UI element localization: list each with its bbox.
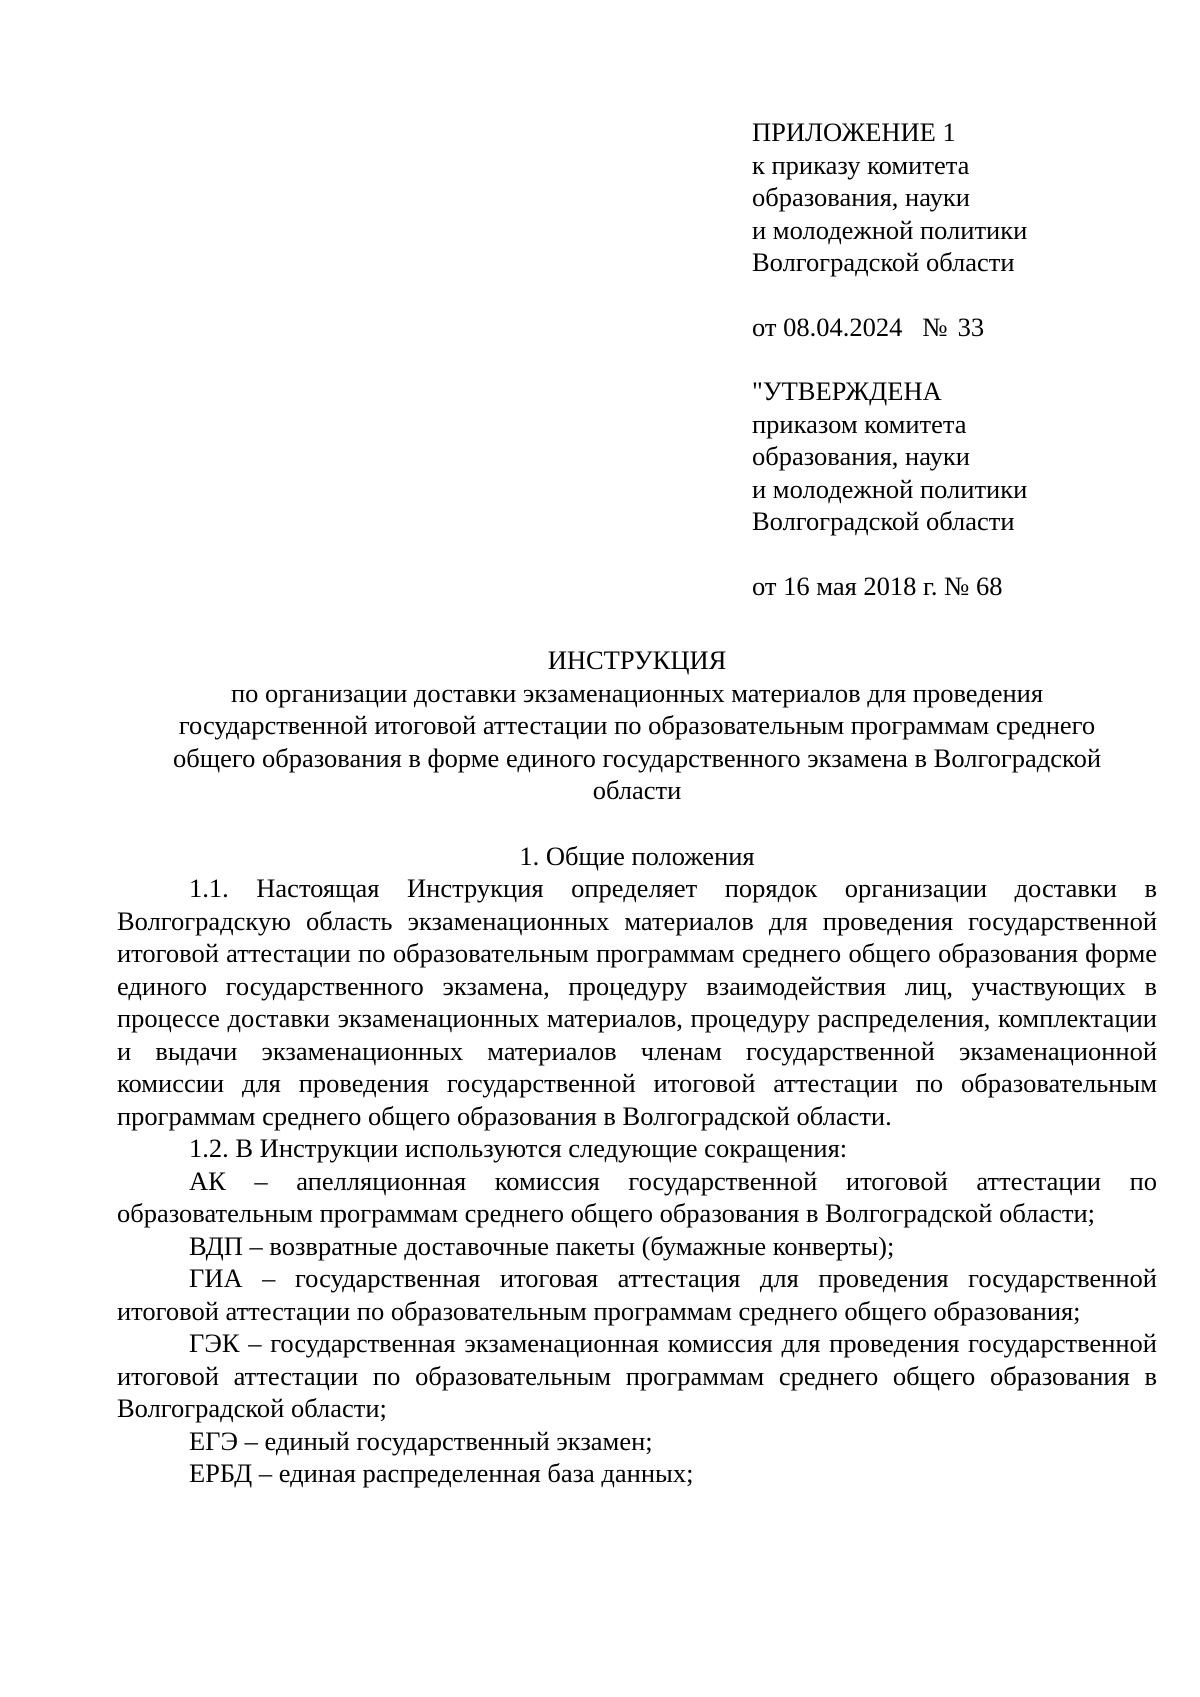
- spacer: [752, 343, 1172, 375]
- paragraph-1-1: 1.1. Настоящая Инструкция определяет порядок организации доставки в Волгоградскую область экзаменационных материалов для проведения государственной итоговой аттестации по образовательным программам среднего общего образования форме единого государственного экзамена, процедуру взаимодействия лиц, участвующих в процессе доставки экзаменационных материалов, процедуру распределения, комплектации и выдачи экзаменационных материалов членам государственной экзаменационной комиссии для проведения государственной итоговой аттестации по образовательным программам среднего общего образования в Волгоградской области.: [117, 873, 1157, 1131]
- abbreviation-erbd: ЕРБД – единая распределенная база данных;: [189, 1458, 694, 1488]
- spacer: [752, 279, 1172, 311]
- appendix-line-2: образования, науки: [752, 182, 970, 212]
- section-title: 1. Общие положения: [519, 840, 755, 871]
- abbreviation-gek: ГЭК – государственная экзаменационная комиссия для проведения государственной итоговой аттестации по образовательным программам среднего общего образования в Волгоградской области;: [117, 1328, 1157, 1423]
- appendix-number: 33: [957, 311, 985, 342]
- appendix-line-1: к приказу комитета: [752, 149, 970, 180]
- appendix-line-3: и молодежной политики: [752, 214, 1028, 245]
- abbreviation-gia: ГИА – государственная итоговая аттестация для проведения государственной итоговой аттестации по образовательным программам среднего общего образования;: [117, 1263, 1157, 1326]
- document-subtitle-line-2: государственной итоговой аттестации по образовательным программам среднего: [178, 710, 1096, 740]
- approved-line-1: приказом комитета: [752, 408, 967, 439]
- paragraph-1-2: 1.2. В Инструкции используются следующие сокращения:: [189, 1133, 848, 1163]
- appendix-line-4: Волгоградской области: [752, 247, 1015, 277]
- abbreviation-vdp: ВДП – возвратные доставочные пакеты (бумажные конверты);: [189, 1230, 895, 1261]
- appendix-number-sign: №: [922, 311, 948, 342]
- appendix-date: от 08.04.2024: [752, 311, 903, 342]
- appendix-header: [752, 116, 1172, 602]
- appendix-title: ПРИЛОЖЕНИЕ 1: [752, 117, 956, 147]
- document-subtitle-line-4: области: [592, 775, 682, 805]
- appendix-date-line: [752, 311, 1172, 344]
- approved-line-2: образования, науки: [752, 441, 970, 471]
- spacer: [752, 538, 1172, 570]
- document-subtitle-line-3: общего образования в форме единого государственного экзамена в Волгоградской: [172, 742, 1102, 773]
- document-title: ИНСТРУКЦИЯ: [547, 645, 727, 675]
- document-subtitle-line-1: по организации доставки экзаменационных материалов для проведения: [230, 677, 1044, 708]
- approved-date: от 16 мая 2018 г. № 68: [752, 570, 1003, 601]
- document-body: [117, 644, 1157, 1490]
- approved-line-3: и молодежной политики: [752, 473, 1028, 504]
- abbreviation-ege: ЕГЭ – единый государственный экзамен;: [189, 1425, 653, 1456]
- document-title-block: [117, 644, 1157, 807]
- approved-line-4: Волгоградской области: [752, 506, 1015, 536]
- approved-title: "УТВЕРЖДЕНА: [752, 376, 942, 406]
- abbreviation-ak: АК – апелляционная комиссия государственной итоговой аттестации по образовательным программам среднего общего образования в Волгоградской области;: [117, 1165, 1157, 1228]
